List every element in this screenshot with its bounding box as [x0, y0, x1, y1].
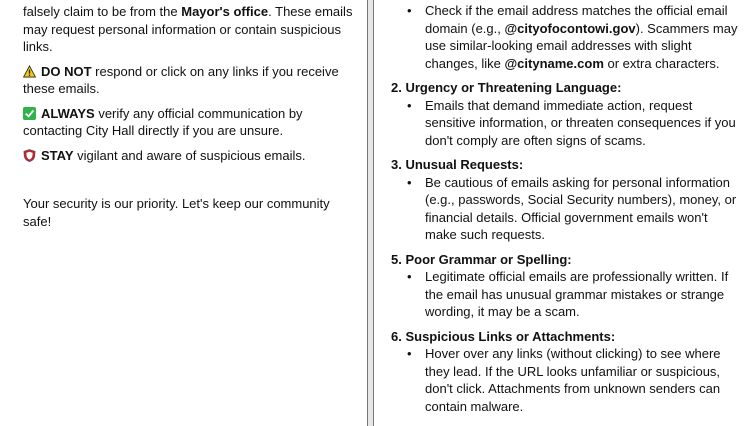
section-list [391, 268, 742, 321]
section-list [391, 97, 742, 150]
right-column [373, 0, 750, 426]
email-domain-list [391, 2, 742, 72]
section-heading: 6. Suspicious Links or Attachments: [391, 328, 616, 344]
section-list [391, 345, 742, 415]
security-footer: Your security is our priority. Let's keep our community safe! [23, 196, 330, 229]
checkmark-icon [23, 107, 36, 120]
list-item: • Emails that demand immediate action, request sensitive information, or threaten consequences if you don't comply are often signs of scams. [391, 97, 742, 150]
list-item: • Be cautious of emails asking for personal information (e.g., passwords, Social Security numbers), money, or financial details. Official government emails won't make such requests. [391, 174, 742, 244]
shield-icon [23, 149, 36, 162]
warning-always: ALWAYS verify any official communication by contacting City Hall directly if you are unsure. [23, 105, 303, 138]
intro-paragraph: falsely claim to be from the Mayor's office. These emails may request personal information or contain suspicious links. [23, 4, 353, 54]
section-heading: 5. Poor Grammar or Spelling: [391, 251, 572, 267]
left-column [0, 0, 368, 426]
list-item: • Hover over any links (without clicking) to see where they lead. If the URL looks unfamiliar or suspicious, don't click. Attachments from unknown senders can contain malware. [391, 345, 742, 415]
section-heading: 2. Urgency or Threatening Language: [391, 80, 622, 95]
warning-stay: STAY vigilant and aware of suspicious emails. [23, 147, 357, 165]
section-heading: 3. Unusual Requests: [391, 157, 524, 172]
list-item: • Check if the email address matches the official email domain (e.g., @cityofocontowi.gov). Scammers may use similar-looking email addresses with slight changes, like @cityname.com or extra characters. [391, 2, 742, 72]
warning-do-not: DO NOT respond or click on any links if you receive these emails. [23, 63, 339, 96]
section-list [391, 174, 742, 244]
list-item: • Legitimate official emails are professionally written. If the email has unusual grammar mistakes or strange wording, it may be a scam. [391, 268, 742, 321]
warning-icon [23, 65, 36, 78]
